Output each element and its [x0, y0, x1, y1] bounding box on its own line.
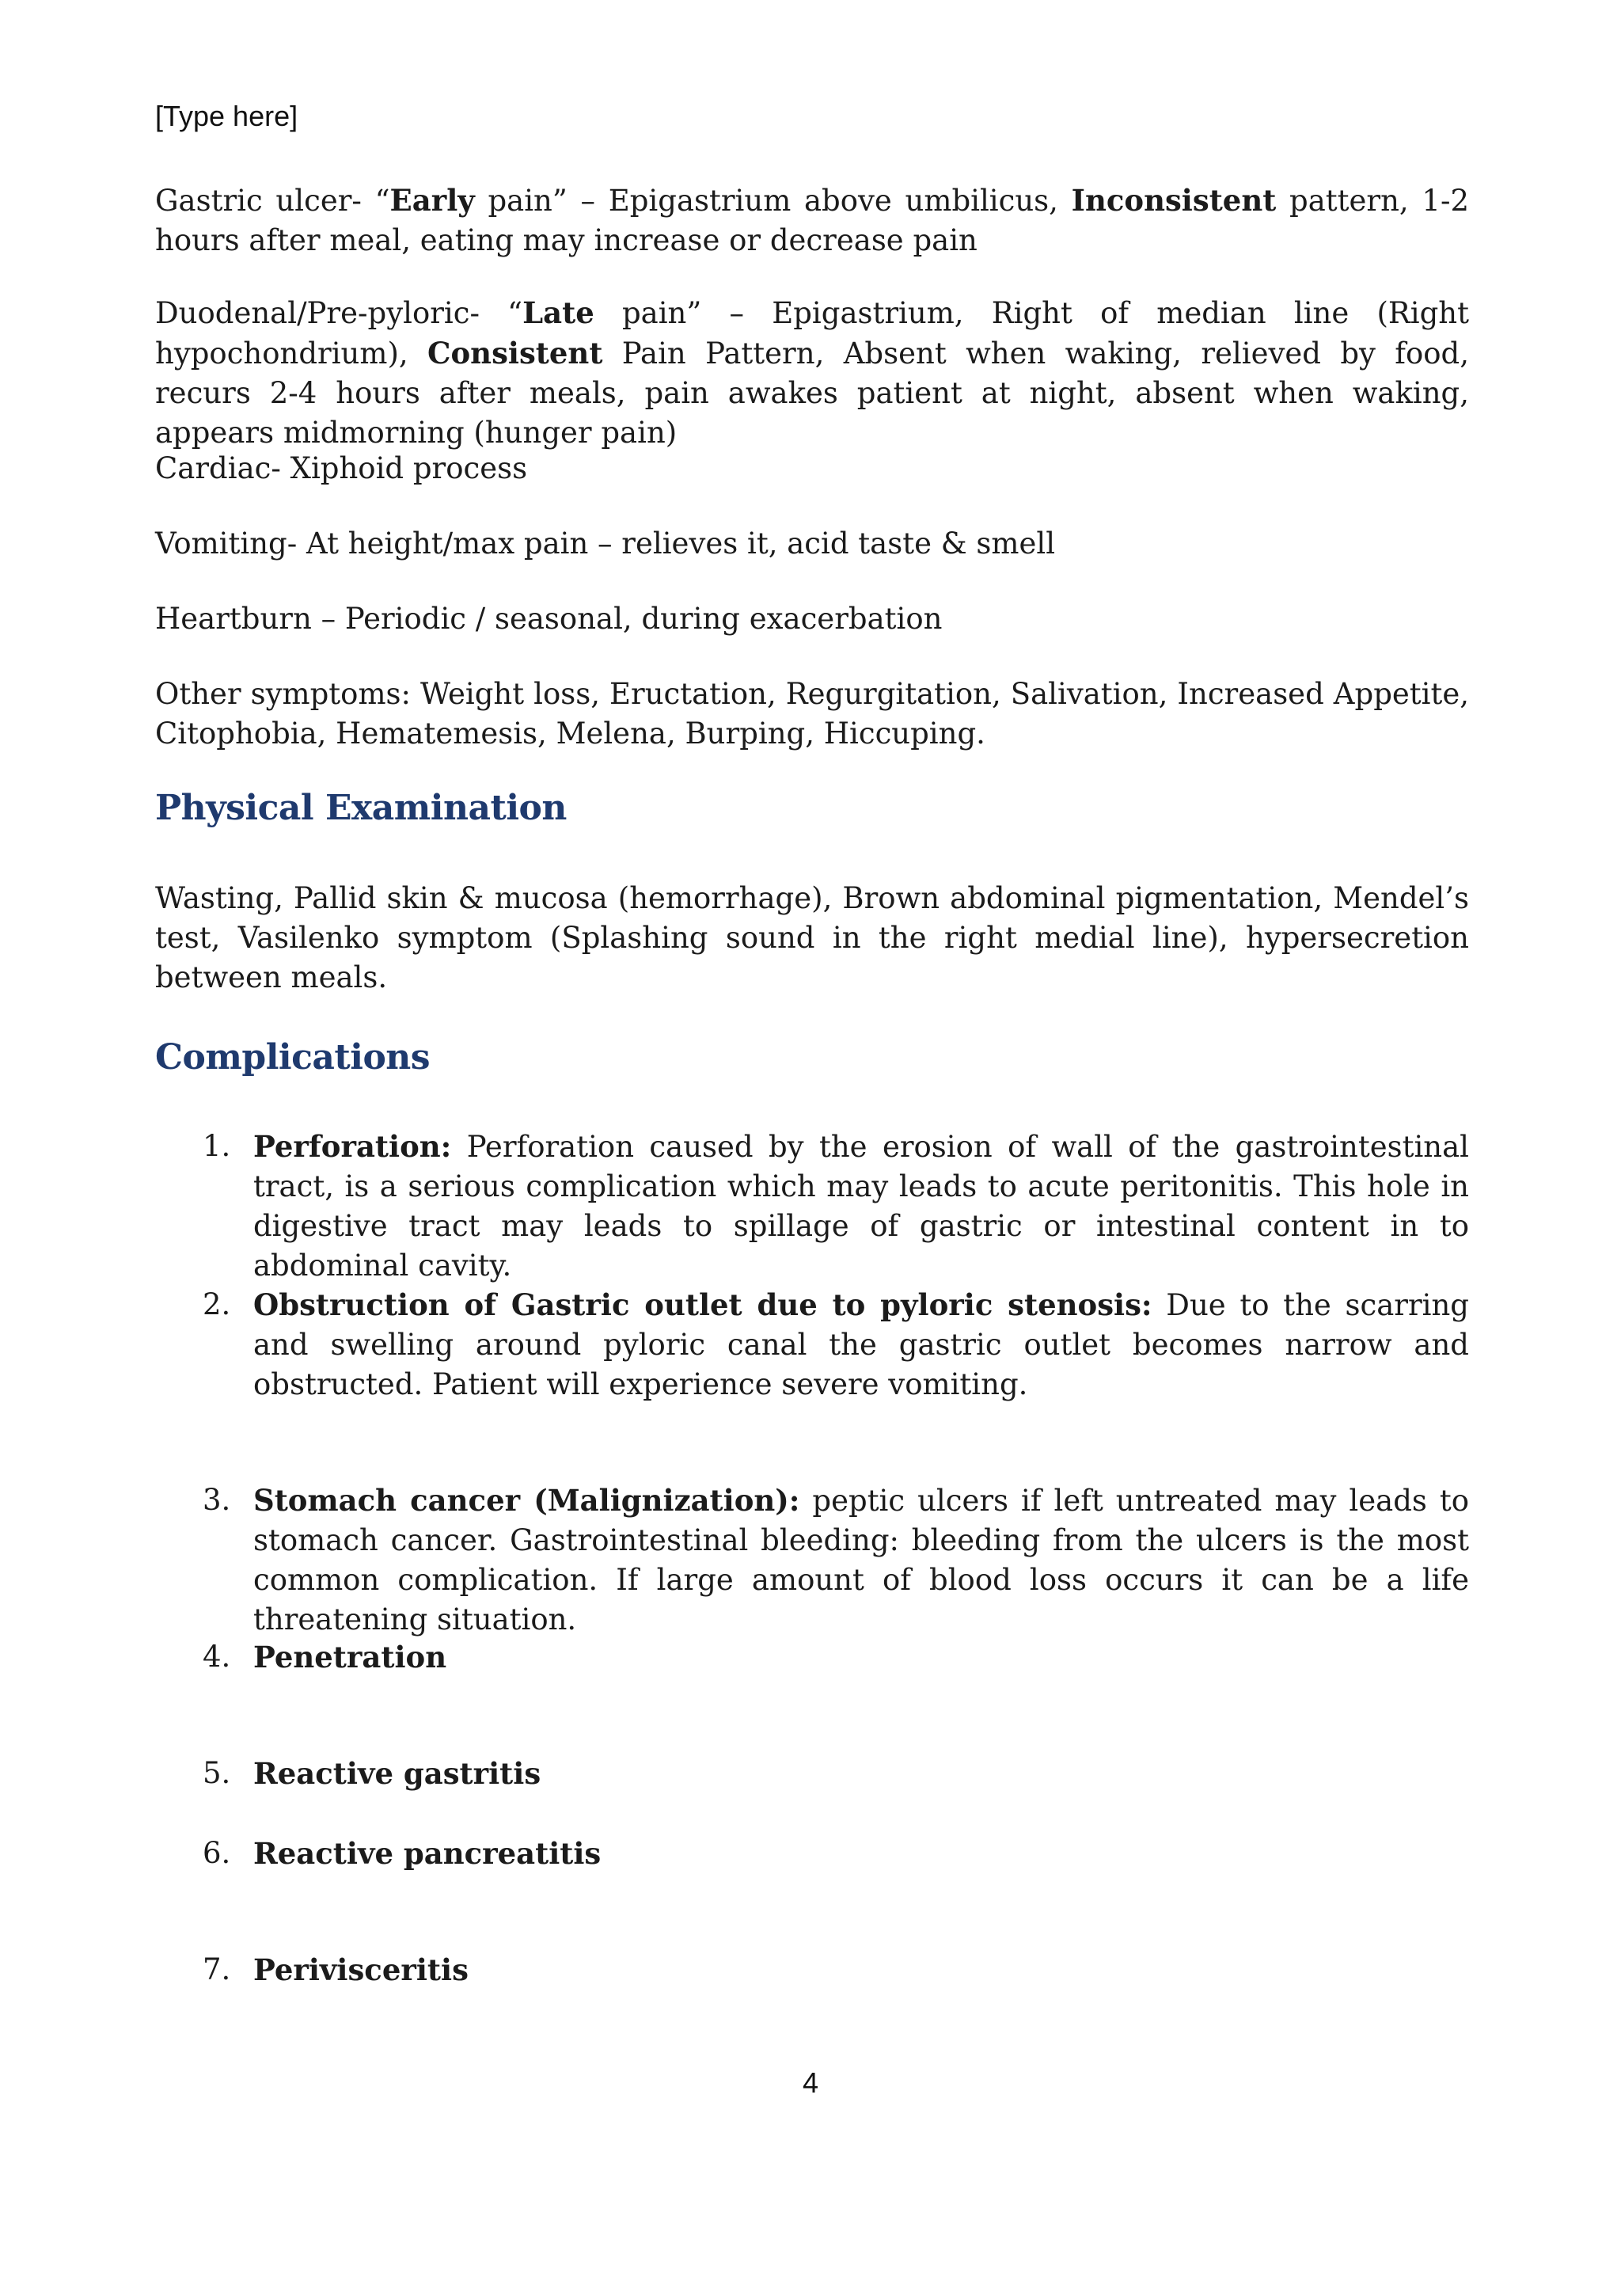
duodenal-paragraph [155, 293, 1469, 453]
list-number: 6. [203, 1836, 231, 1870]
duodenal-consistent: Consistent [427, 336, 603, 371]
list-number: 2. [203, 1287, 231, 1321]
list-body [253, 1834, 1469, 1874]
header-placeholder: [Type here] [155, 100, 298, 132]
list-term: Obstruction of Gastric outlet due to pyloric stenosis: [253, 1287, 1152, 1322]
list-number: 5. [203, 1756, 231, 1790]
physical-examination-heading: Physical Examination [155, 788, 567, 828]
complication-item-2 [203, 1285, 1469, 1405]
duodenal-late: Late [522, 295, 594, 330]
heartburn-paragraph: Heartburn – Periodic / seasonal, during exacerbation [155, 602, 943, 636]
cardiac-paragraph: Cardiac- Xiphoid process [155, 451, 528, 485]
complication-item-4 [203, 1637, 1469, 1678]
gastric-ulcer-paragraph [155, 181, 1469, 260]
list-number: 1. [203, 1129, 231, 1163]
gastric-inconsistent: Inconsistent [1071, 183, 1277, 218]
list-term: Perforation: [253, 1129, 452, 1164]
complication-item-1 [203, 1127, 1469, 1286]
other-symptoms-paragraph: Other symptoms: Weight loss, Eructation, Regurgitation, Salivation, Increased Appetite, Citophobia, Hematemesis, Melena, Burping, Hiccuping. [155, 677, 1469, 751]
list-body [253, 1285, 1469, 1405]
list-body [253, 1481, 1469, 1640]
complication-item-5 [203, 1754, 1469, 1794]
list-number: 4. [203, 1640, 231, 1674]
complications-heading: Complications [155, 1037, 431, 1078]
list-term: Perivisceritis [253, 1952, 469, 1987]
duodenal-rest: Pain Pattern, Absent when waking, relieved by food, recurs 2-4 hours after meals, pain awakes patient at night, absent when waking, appears midmorning (hunger pain) [155, 336, 1469, 450]
list-number: 7. [203, 1952, 231, 1986]
gastric-prefix: Gastric ulcer- “ [155, 184, 390, 218]
list-text: peptic ulcers if left untreated may leads to stomach cancer. Gastrointestinal bleeding: bleeding from the ulcers is the most common complication. If large amount of blood loss occurs it can be a life threatening situation. [253, 1484, 1469, 1636]
list-body [253, 1637, 1469, 1678]
list-body [253, 1127, 1469, 1286]
list-term: Stomach cancer (Malignization): [253, 1483, 800, 1518]
list-term: Reactive pancreatitis [253, 1836, 602, 1871]
gastric-mid: pain” – Epigastrium above umbilicus, [474, 184, 1072, 218]
duodenal-prefix: Duodenal/Pre-pyloric- “ [155, 296, 523, 330]
duodenal-mid: pain” – Epigastrium, Right of median line (Right hypochondrium), [155, 296, 1470, 371]
list-text: Perforation caused by the erosion of wall of the gastrointestinal tract, is a serious complication which may leads to acute peritonitis. This hole in digestive tract may leads to spillage of gastric or intestinal content in to abdominal cavity. [253, 1130, 1469, 1283]
gastric-early: Early [389, 183, 475, 218]
list-term: Penetration [253, 1640, 447, 1674]
complication-item-7 [203, 1950, 1469, 1990]
list-number: 3. [203, 1483, 231, 1517]
list-term: Reactive gastritis [253, 1756, 541, 1791]
list-body [253, 1754, 1469, 1794]
list-text: Due to the scarring and swelling around pyloric canal the gastric outlet becomes narrow and obstructed. Patient will experience severe vomiting. [253, 1288, 1469, 1401]
complication-item-3 [203, 1481, 1469, 1640]
physical-examination-text: Wasting, Pallid skin & mucosa (hemorrhage), Brown abdominal pigmentation, Mendel’s test, Vasilenko symptom (Splashing sound in the right medial line), hypersecretion between meals. [155, 881, 1469, 994]
complication-item-6 [203, 1834, 1469, 1874]
list-body [253, 1950, 1469, 1990]
gastric-rest: pattern, 1-2 hours after meal, eating may increase or decrease pain [155, 184, 1469, 257]
vomiting-paragraph: Vomiting- At height/max pain – relieves it, acid taste & smell [155, 526, 1056, 561]
page-number: 4 [802, 2066, 819, 2099]
